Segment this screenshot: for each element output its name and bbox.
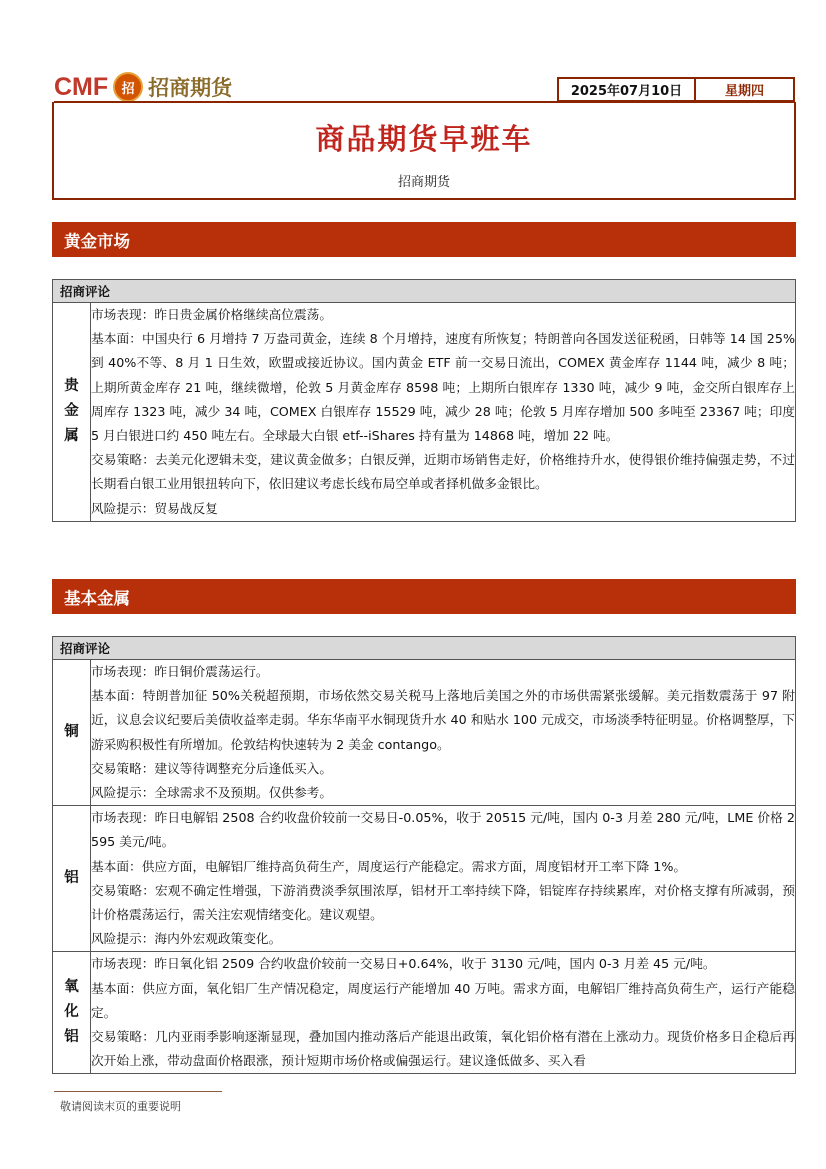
market-performance: 市场表现：昨日铜价震荡运行。 xyxy=(91,664,269,679)
market-performance: 市场表现：昨日电解铝 2508 合约收盘价较前一交易日-0.05%，收于 20515 元/吨，国内 0-3 月差 280 元/吨，LME 价格 2595 美元/吨。 xyxy=(91,810,795,850)
row-content xyxy=(91,806,796,952)
footer-disclaimer: 敬请阅读末页的重要说明 xyxy=(60,1100,181,1113)
base-metals-comment-table xyxy=(52,659,796,1074)
report-date: 2025年07月10日 xyxy=(557,77,696,102)
table-row xyxy=(53,660,796,806)
logo-emblem-icon: 招 xyxy=(113,72,143,102)
risk-warning: 风险提示：全球需求不及预期。仅供参考。 xyxy=(91,785,333,801)
trading-strategy: 交易策略：几内亚雨季影响逐渐显现，叠加国内推动落后产能退出政策，氧化铝价格有潜在上涨动力。现货价格多日企稳后再次开始上涨，带动盘面价格跟涨，预计短期市场价格或偏强运行。建议逢低做多、买入看 xyxy=(91,1029,795,1069)
trading-strategy: 交易策略：去美元化逻辑未变，建议黄金做多；白银反弹，近期市场销售走好，价格维持升水，使得银价维持偏强走势，不过长期看白银工业用银扭转向下，依旧建议考虑长线布局空单或者择机做多金银比。 xyxy=(91,452,795,492)
logo-company-name: 招商期货 xyxy=(148,75,233,100)
row-content xyxy=(91,303,796,522)
trading-strategy: 交易策略：建议等待调整充分后逢低买入。 xyxy=(91,760,333,776)
row-category: 铜 xyxy=(53,660,91,806)
page-title: 商品期货早班车 xyxy=(315,122,533,156)
row-category: 贵 金 属 xyxy=(53,303,91,522)
gold-comment-table xyxy=(52,302,796,522)
title-box xyxy=(52,102,796,200)
fundamentals: 基本面：供应方面，氧化铝厂生产情况稳定，周度运行产能增加 40 万吨。需求方面，电解铝厂维持高负荷生产，运行产能稳定。 xyxy=(91,980,795,1020)
trading-strategy: 交易策略：宏观不确定性增强，下游消费淡季氛围浓厚，铝材开工率持续下降，铝锭库存持续累库，对价格支撑有所减弱，预计价格震荡运行，需关注宏观情绪变化。建议观望。 xyxy=(91,882,795,923)
table-row xyxy=(53,952,796,1074)
logo-cmf-text: CMF xyxy=(54,72,109,101)
market-performance: 市场表现：昨日贵金属价格继续高位震荡。 xyxy=(91,307,333,322)
risk-warning: 风险提示：贸易战反复 xyxy=(91,500,218,516)
fundamentals: 基本面：特朗普加征 50%关税超预期，市场依然交易关税马上落地后美国之外的市场供需紧张缓解。美元指数震荡于 97 附近，议息会议纪要后美债收益率走弱。华东华南平水铜现货升水 40 和贴水 100 元成交，市场淡季特征明显。价格调整厚，下游采购积极性有所增加。伦敦结构快速转为 2 美金 contango。 xyxy=(91,688,795,752)
row-content xyxy=(91,660,796,806)
comment-header-gold: 招商评论 xyxy=(52,279,796,303)
table-row xyxy=(53,303,796,522)
section-header-gold: 黄金市场 xyxy=(52,222,796,257)
section-header-base-metals: 基本金属 xyxy=(52,579,796,614)
row-category: 氧 化 铝 xyxy=(53,952,91,1074)
fundamentals: 基本面：供应方面，电解铝厂维持高负荷生产，周度运行产能稳定。需求方面，周度铝材开工率下降 1%。 xyxy=(91,858,687,874)
row-category: 铝 xyxy=(53,806,91,952)
table-row xyxy=(53,806,796,952)
comment-header-base-metals: 招商评论 xyxy=(52,636,796,660)
footer-rule xyxy=(54,1091,222,1092)
page-subtitle: 招商期货 xyxy=(397,175,450,190)
report-weekday: 星期四 xyxy=(696,77,795,102)
company-logo xyxy=(54,70,232,104)
market-performance: 市场表现：昨日氧化铝 2509 合约收盘价较前一交易日+0.64%，收于 3130 元/吨，国内 0-3 月差 45 元/吨。 xyxy=(91,956,716,972)
risk-warning: 风险提示：海内外宏观政策变化。 xyxy=(91,931,282,947)
row-content xyxy=(91,952,796,1074)
fundamentals: 基本面：中国央行 6 月增持 7 万盎司黄金，连续 8 个月增持，速度有所恢复；特朗普向各国发送征税函，日韩等 14 国 25%到 40%不等、8 月 1 日生效，欧盟或接近协议。国内黄金 ETF 前一交易日流出，COMEX 黄金库存 1144 吨，减少 8 吨；上期所黄金库存 21 吨，继续微增，伦敦 5 月黄金库存 8598 吨；上期所白银库存 1330 吨，减少 9 吨，金交所白银库存上周库存 1323 吨，减少 34 吨，COMEX 白银库存 15529 吨，减少 28 吨；伦敦 5 月库存增加 500 多吨至 23367 吨；印度 5 月白银进口约 450 吨左右。全球最大白银 etf--iShares 持有量为 14868 吨，增加 22 吨。 xyxy=(91,331,795,444)
